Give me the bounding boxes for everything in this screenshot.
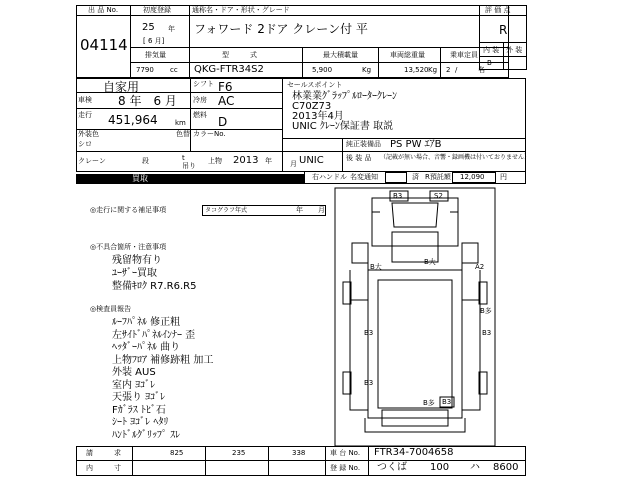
exterior-label: 外 装 (506, 46, 523, 54)
crane-year: 2013 (233, 155, 259, 166)
request-value-3: 338 (292, 449, 306, 457)
aftermarket-label: 後 装 品 (346, 154, 372, 162)
lot-label: 出 品 No. (88, 6, 119, 14)
capacity-unit: 名 (478, 66, 485, 74)
mark-b-many-bottom: B多 (423, 399, 435, 407)
recycle-value: 12,090 (460, 173, 485, 181)
kg-unit-2: Kg (428, 66, 438, 74)
crane-load-unit: 吊り (182, 162, 196, 170)
capacity-sep: / (455, 66, 458, 74)
chassis-label: 車 台 No. (330, 449, 361, 457)
inspection-label: 車検 (78, 96, 92, 104)
gross-weight-label: 車両総重量 (390, 51, 425, 59)
reg-year: 25 (142, 22, 155, 33)
capacity-label: 乗車定員 (450, 51, 478, 59)
max-load-label: 最大積載量 (323, 51, 358, 59)
mark-a2-right: A2 (475, 263, 485, 271)
equipment-value: PS PW ｴｱB (390, 139, 442, 150)
usage: 自家用 (103, 80, 140, 94)
mark-b3-top: B3 (393, 192, 403, 200)
request-label: 請 求 (86, 449, 121, 457)
crane-load: t (182, 154, 185, 162)
color-no-label: カラーNo. (193, 130, 226, 138)
mark-b-large-mid: B大 (424, 258, 436, 266)
mark-b3-left: B3 (364, 329, 374, 337)
defect-item: 整備ｷﾛｸ R7.R6.R5 (112, 281, 197, 292)
mileage-label: 走行 (78, 111, 92, 119)
gross-weight-value: 13,520 (404, 66, 429, 74)
defect-item: 残留物有り (112, 255, 162, 266)
inspector-item: ﾊﾝﾄﾞﾙｸﾞﾘｯﾌﾟ ｽﾚ (112, 429, 181, 441)
equipment-label: 純正装備品 (346, 140, 381, 148)
year-unit: 年 (168, 25, 175, 33)
sales-point-line: C70Z73 (292, 101, 332, 112)
fuel-value: D (218, 115, 228, 129)
sales-points-label: セールスポイント (287, 81, 343, 89)
request-value-1: 825 (170, 449, 184, 457)
inner-size-label: 内 寸 (86, 464, 121, 472)
reg-class: 100 (430, 462, 450, 473)
max-load-value: 5,900 (312, 66, 333, 74)
inspector-item: ｼｰﾄ ﾖｺﾞﾚ ﾍﾀﾘ (112, 417, 169, 428)
tacho-month: 月 (318, 206, 325, 214)
model-value: QKG-FTR34S2 (194, 64, 264, 75)
inspector-item: Fｶﾞﾗｽ ﾄﾋﾞ石 (112, 404, 166, 416)
mark-b-large-left: B大 (370, 263, 382, 271)
name-change-label: 名変通知 (350, 173, 378, 181)
crane-month-unit: 月 (290, 160, 297, 168)
reg-kana: ハ (470, 462, 480, 473)
tacho-label: タコグラフ年式 (205, 207, 248, 214)
inspector-item: 天張り ﾖｺﾞﾚ (112, 392, 166, 403)
inspector-item: 上物ﾌﾛｱ 補修跡粗 加工 (112, 354, 214, 366)
shift-value: F6 (218, 80, 233, 94)
rating-score: R (499, 23, 508, 37)
inspector-item: 外装 AUS (112, 367, 156, 378)
displacement-label: 排気量 (145, 51, 166, 59)
reg-year-label: 初度登録 (143, 6, 171, 14)
crane-stage: 段 (142, 157, 149, 165)
crane-year-label: 上物 (208, 157, 222, 165)
cc-unit: cc (170, 66, 178, 74)
reg-number: 8600 (493, 462, 519, 473)
color-change-label: 色替 (176, 130, 190, 138)
ac-label: 冷房 (193, 96, 207, 104)
inspector-title: ◎検査員報告 (90, 305, 132, 313)
inspector-item: ﾍｯﾀﾞｰﾊﾟﾈﾙ 曲り (112, 342, 181, 353)
lot-number: 04114 (80, 36, 128, 54)
reg-area: つくば (377, 462, 407, 473)
ac-value: AC (218, 94, 235, 108)
recycle-label: R預託額 (425, 173, 451, 181)
mark-b3-left-low: B3 (364, 379, 374, 387)
mileage-value: 451,964 (108, 113, 158, 127)
mileage-unit: km (175, 119, 186, 127)
mark-b-many-right: B多 (480, 307, 492, 315)
inspector-item: 左ｻｲﾄﾞﾊﾟﾈﾙｲﾝﾅｰ 歪 (112, 329, 196, 341)
mark-b3-bottom: B3 (442, 398, 452, 406)
crane-label: クレーン (78, 157, 106, 165)
displacement-value: 7790 (136, 66, 154, 74)
odometer-notes-title: ◎走行に関する補足事項 (90, 206, 167, 214)
crane-maker: UNIC (299, 155, 324, 166)
rating-label: 評 価 点 (485, 6, 511, 14)
sales-point-line: 林業業ｸﾞﾗｯﾌﾟﾙﾛｰﾀｰｸﾚｰﾝ (292, 91, 397, 102)
model-label: 型 式 (222, 51, 257, 59)
inspector-item: ﾙｰﾌﾊﾟﾈﾙ 修正粗 (112, 317, 181, 328)
fuel-label: 燃料 (193, 111, 207, 119)
reg-month: [ 6 月] (143, 37, 165, 45)
mark-b3-right: B3 (482, 329, 492, 337)
aftermarket-note: （記載が無い場合、音響・録画機は付いておりません） (380, 154, 531, 161)
interior-label: 内 装 (483, 46, 500, 54)
car-desc-label: 通称名・ドア・形状・グレード (192, 6, 290, 14)
shift-label: シフト (193, 80, 214, 88)
crane-year-unit: 年 (265, 157, 272, 165)
tacho-year: 年 (296, 206, 303, 214)
request-value-2: 235 (232, 449, 246, 457)
inspection-value: 8 年 6 月 (118, 94, 177, 108)
kg-unit-1: Kg (362, 66, 372, 74)
name-change-status: 済 (412, 173, 419, 181)
car-desc: フォワード 2ドア クレーン付 平 (194, 22, 368, 36)
yen-unit: 円 (500, 173, 507, 181)
defect-item: ﾕｰｻﾞｰ買取 (112, 268, 157, 279)
sales-point-line: 2013年4月 (292, 111, 344, 122)
inspector-item: 室内 ﾖｺﾞﾚ (112, 379, 156, 391)
sales-point-line: UNIC ｸﾚｰﾝ保証書 取説 (292, 121, 394, 132)
reg-label: 登 録 No. (330, 464, 361, 472)
right-hand-drive: 右ハンドル (312, 173, 347, 181)
purchase-label: 買取 (132, 174, 148, 183)
capacity-value: 2 (446, 66, 451, 74)
interior-grade: B (487, 59, 492, 67)
defects-title: ◎不具合箇所・注意事項 (90, 243, 167, 251)
exterior-color-value: シロ (78, 140, 92, 148)
mark-s2-top: S2 (434, 192, 443, 200)
chassis-number: FTR34-7004658 (374, 447, 454, 458)
exterior-color-label: 外装色 (78, 130, 99, 138)
